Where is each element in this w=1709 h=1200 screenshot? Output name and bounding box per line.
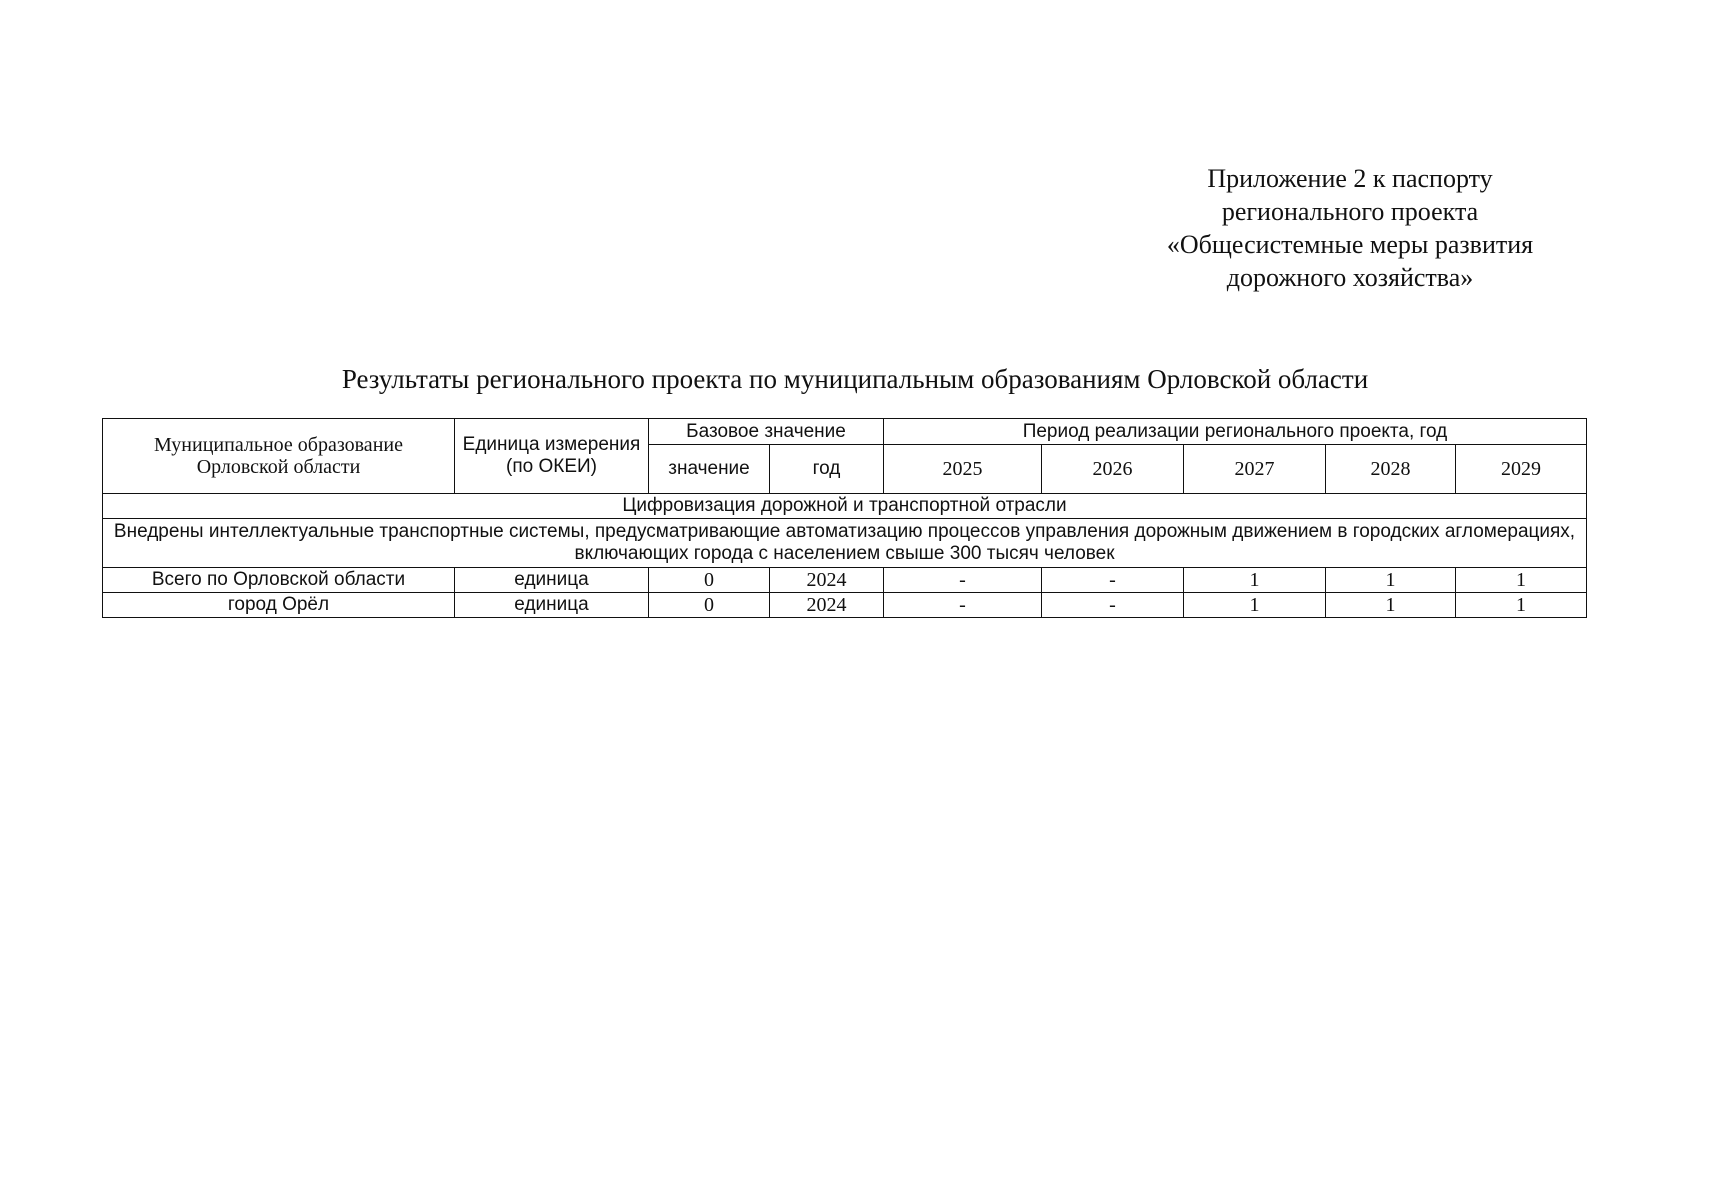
header-year: 2026 (1042, 445, 1184, 494)
row-base-value: 0 (649, 593, 770, 618)
row-value: - (884, 593, 1042, 618)
row-value: 1 (1326, 593, 1456, 618)
table-row (103, 593, 1587, 618)
row-base-year: 2024 (770, 568, 884, 593)
appendix-line: дорожного хозяйства» (1226, 263, 1474, 292)
row-value: 1 (1184, 593, 1326, 618)
row-unit: единица (455, 593, 649, 618)
row-value: 1 (1456, 593, 1587, 618)
document-title: Результаты регионального проекта по муниципальным образованиям Орловской области (341, 364, 1369, 394)
row-value: 1 (1184, 568, 1326, 593)
task-row (103, 519, 1587, 568)
appendix-line: Приложение 2 к паспорту (1207, 164, 1493, 193)
row-name: город Орёл (103, 593, 455, 618)
header-base: Базовое значение (649, 419, 884, 445)
header-year: 2027 (1184, 445, 1326, 494)
header-base-value: значение (649, 445, 770, 494)
header-year: 2025 (884, 445, 1042, 494)
header-row (103, 419, 1587, 445)
header-year: 2029 (1456, 445, 1587, 494)
row-name: Всего по Орловской области (103, 568, 455, 593)
appendix-line: «Общесистемные меры развития (1166, 230, 1534, 259)
appendix-note (1120, 162, 1580, 294)
row-base-value: 0 (649, 568, 770, 593)
header-municipality: Муниципальное образование Орловской области (103, 419, 455, 494)
header-year: 2028 (1326, 445, 1456, 494)
row-value: 1 (1326, 568, 1456, 593)
section-label: Цифровизация дорожной и транспортной отрасли (103, 494, 1587, 519)
section-row (103, 494, 1587, 519)
header-period: Период реализации регионального проекта, год (884, 419, 1587, 445)
row-base-year: 2024 (770, 593, 884, 618)
header-unit: Единица измерения (по ОКЕИ) (455, 419, 649, 494)
table-row (103, 568, 1587, 593)
row-value: 1 (1456, 568, 1587, 593)
row-value: - (884, 568, 1042, 593)
header-base-year: год (770, 445, 884, 494)
task-label: Внедрены интеллектуальные транспортные системы, предусматривающие автоматизацию процессов управления дорожным движением в городских агломерациях, включающих города с населением свыше 300 тысяч человек (103, 519, 1587, 568)
row-unit: единица (455, 568, 649, 593)
results-table (102, 418, 1587, 618)
row-value: - (1042, 568, 1184, 593)
appendix-line: регионального проекта (1221, 197, 1479, 226)
row-value: - (1042, 593, 1184, 618)
